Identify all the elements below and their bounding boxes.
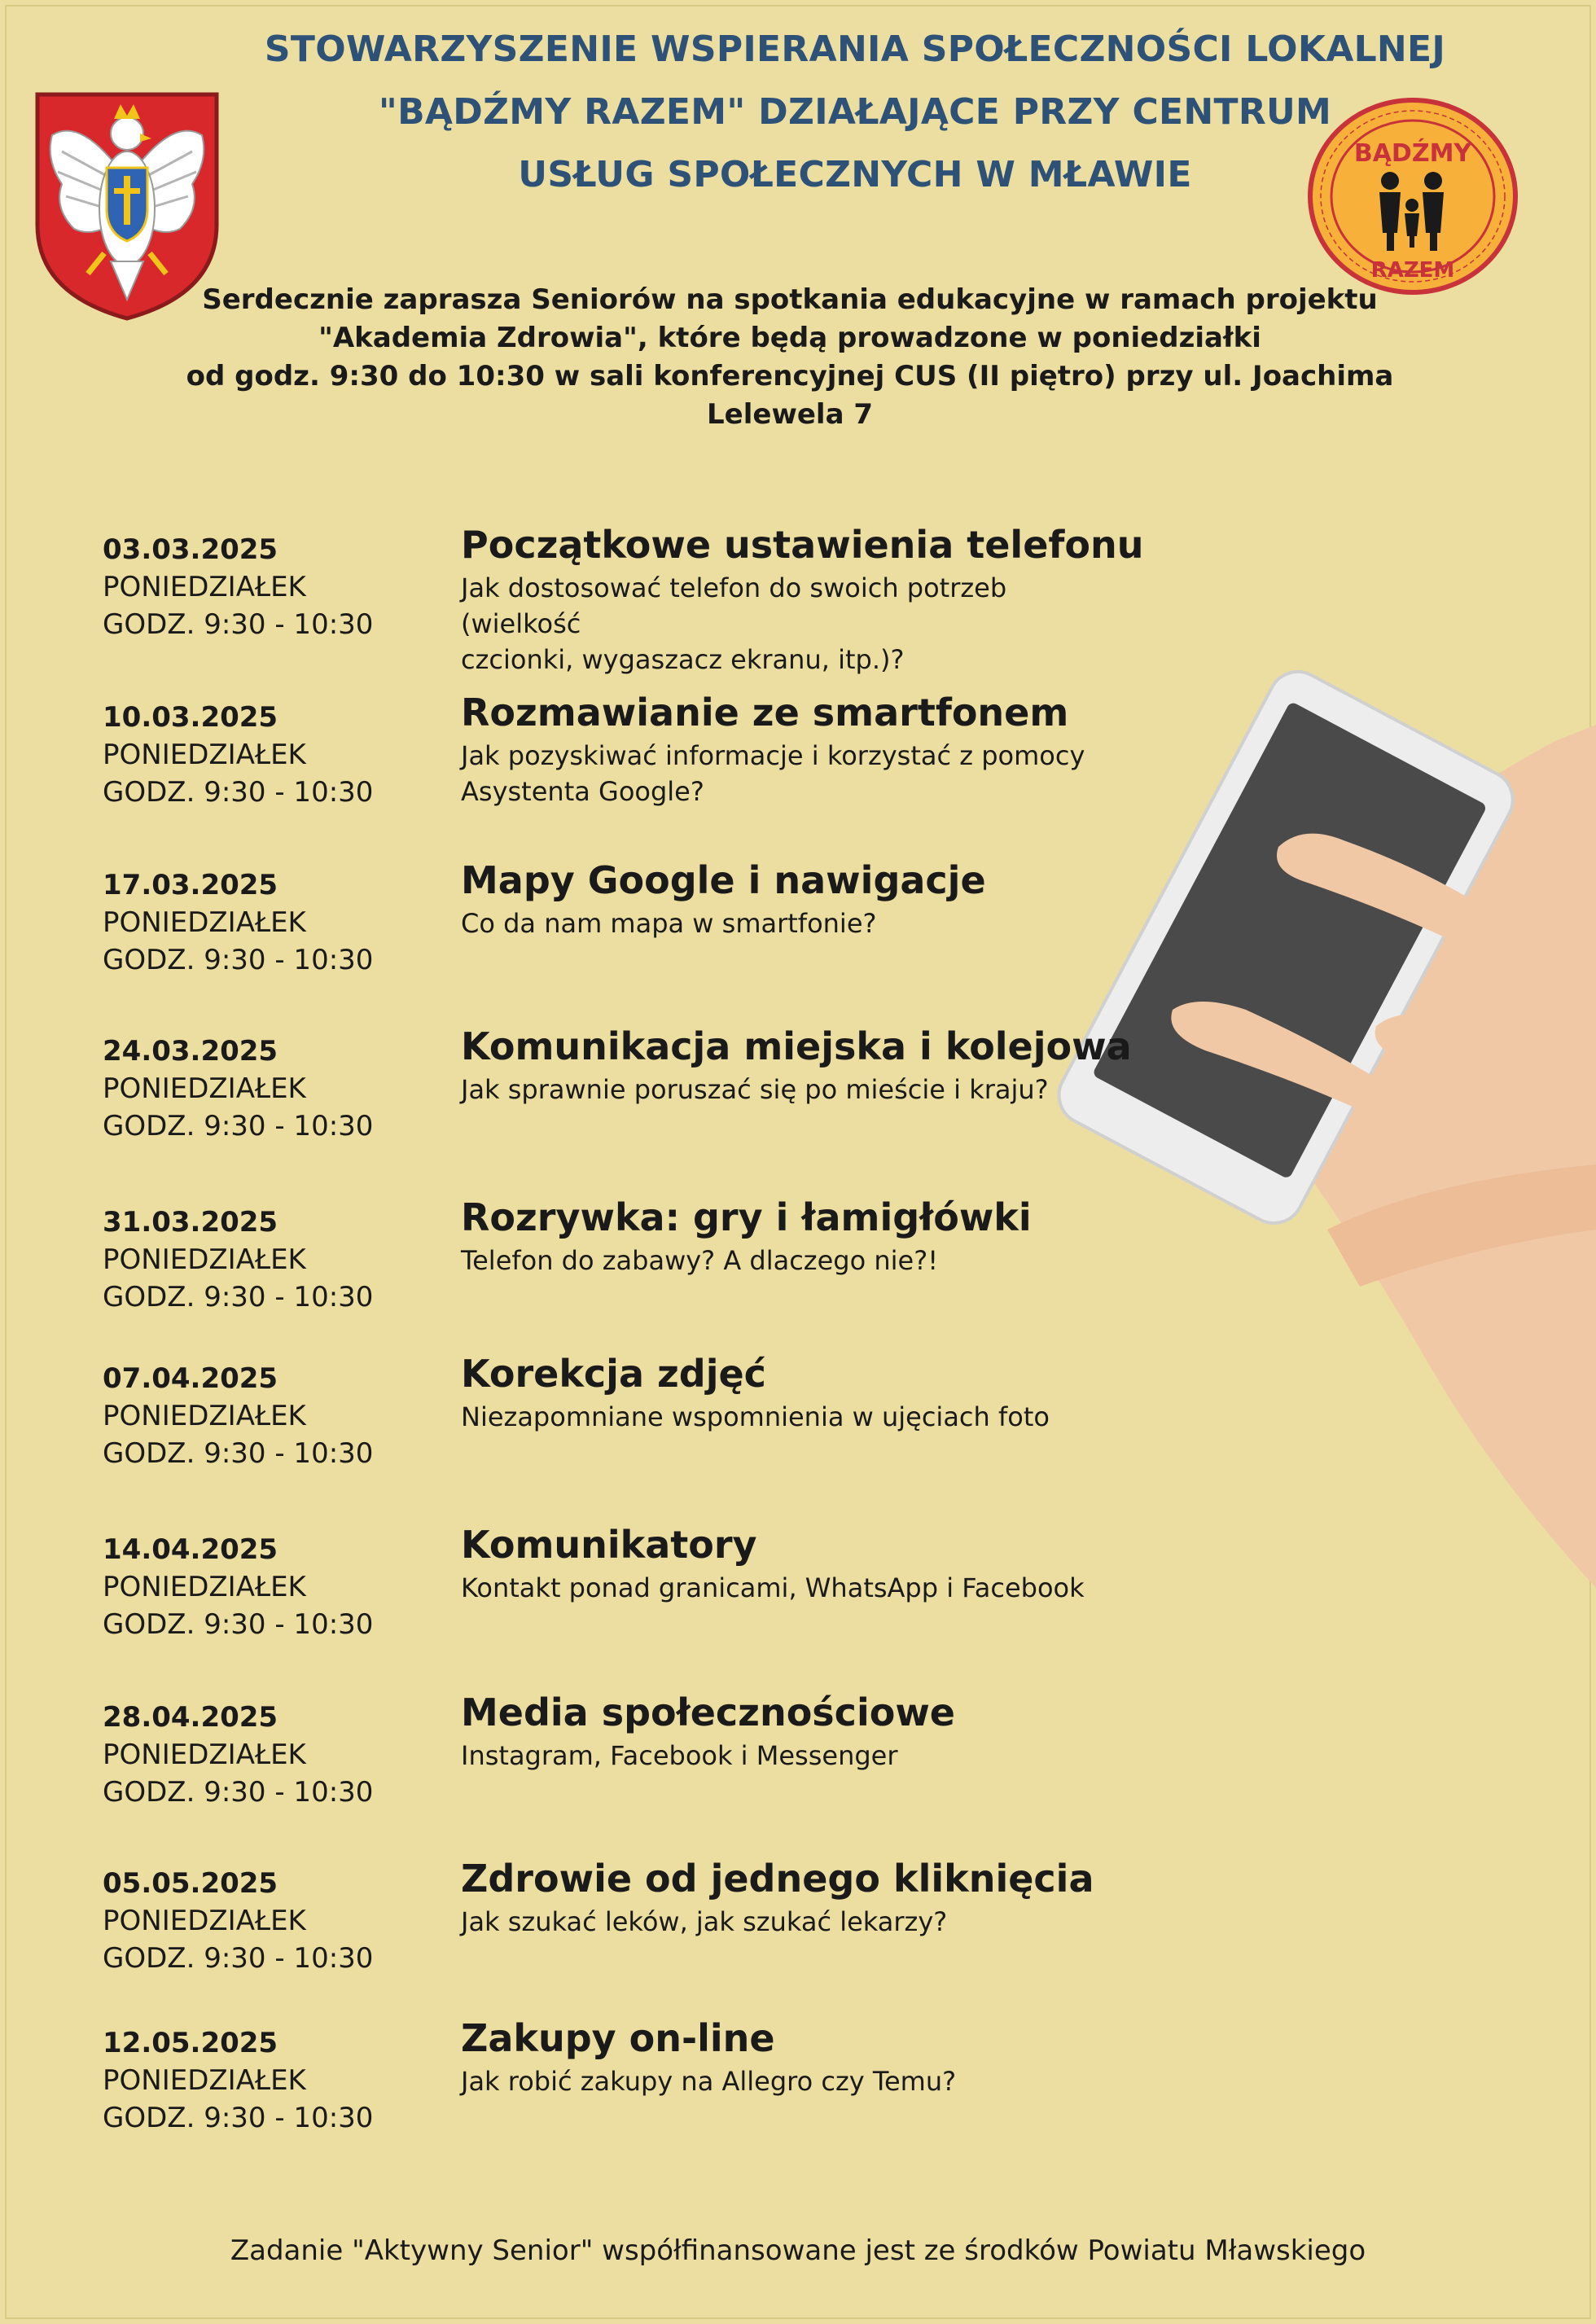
session-day: PONIEDZIAŁEK xyxy=(103,1571,306,1603)
session-description: Jak robić zakupy na Allegro czy Temu? xyxy=(461,2066,957,2097)
session-date: 17.03.2025 xyxy=(103,869,278,901)
session-day: PONIEDZIAŁEK xyxy=(103,1072,306,1105)
logo-text-bottom: RAZEM xyxy=(1370,258,1455,283)
invitation-line-2: "Akademia Zdrowia", które będą prowadzone w poniedziałki xyxy=(318,322,1261,354)
session-row xyxy=(0,691,1085,845)
session-day: PONIEDZIAŁEK xyxy=(103,1243,306,1276)
session-date-block xyxy=(103,866,445,979)
session-info xyxy=(461,1519,1112,1606)
session-date: 31.03.2025 xyxy=(103,1206,278,1239)
invitation-line-3: od godz. 9:30 do 10:30 w sali konferencyjnej CUS (II piętro) przy ul. Joachima Lelewela 7 xyxy=(186,360,1394,431)
session-date: 12.05.2025 xyxy=(103,2027,278,2059)
session-date-block xyxy=(103,1360,445,1472)
session-time: GODZ. 9:30 - 10:30 xyxy=(103,608,374,641)
session-description: Asystenta Google? xyxy=(461,776,704,807)
session-info xyxy=(461,2013,1112,2099)
session-description: Jak pozyskiwać informacje i korzystać z pomocy xyxy=(461,740,1085,771)
session-day: PONIEDZIAŁEK xyxy=(103,1905,306,1937)
session-description: Jak sprawnie poruszać się po mieście i kraju? xyxy=(461,1074,1049,1105)
session-date: 14.04.2025 xyxy=(103,1533,278,1566)
session-date-block xyxy=(103,1865,445,1977)
organization-title-line-2: "BĄDŹMY RAZEM" DZIAŁAJĄCE PRZY CENTRUM xyxy=(378,91,1332,133)
session-info xyxy=(461,687,1112,809)
session-title: Zakupy on-line xyxy=(461,2016,775,2060)
session-date-block xyxy=(103,2024,445,2137)
session-info xyxy=(461,1021,1132,1107)
session-time: GODZ. 9:30 - 10:30 xyxy=(103,1437,374,1470)
session-date: 05.05.2025 xyxy=(103,1867,278,1900)
association-logo-icon xyxy=(1306,96,1519,296)
organization-title-line-1: STOWARZYSZENIE WSPIERANIA SPOŁECZNOŚCI LOKALNEJ xyxy=(264,29,1446,70)
session-date-block xyxy=(103,1531,445,1643)
session-description: Telefon do zabawy? A dlaczego nie?! xyxy=(461,1245,939,1276)
session-info xyxy=(461,1687,1112,1774)
session-row xyxy=(0,1857,1094,2011)
session-row xyxy=(0,1690,1059,1845)
session-row xyxy=(0,523,1144,677)
organization-title xyxy=(244,18,1466,206)
session-time: GODZ. 9:30 - 10:30 xyxy=(103,1281,374,1313)
session-row xyxy=(0,1024,1132,1179)
session-date: 28.04.2025 xyxy=(103,1701,278,1734)
session-description: czcionki, wygaszacz ekranu, itp.)? xyxy=(461,644,905,675)
session-title: Komunikatory xyxy=(461,1523,757,1567)
session-date-block xyxy=(103,699,445,811)
session-day: PONIEDZIAŁEK xyxy=(103,1400,306,1432)
session-day: PONIEDZIAŁEK xyxy=(103,571,306,603)
session-date: 24.03.2025 xyxy=(103,1035,278,1068)
session-info xyxy=(461,855,1112,941)
session-description: Niezapomniane wspomnienia w ujęciach foto xyxy=(461,1401,1050,1432)
session-time: GODZ. 9:30 - 10:30 xyxy=(103,1608,374,1641)
session-date-block xyxy=(103,1033,445,1145)
session-title: Rozrywka: gry i łamigłówki xyxy=(461,1195,1032,1239)
session-title: Rozmawianie ze smartfonem xyxy=(461,691,1069,734)
session-description: Jak szukać leków, jak szukać lekarzy? xyxy=(461,1906,948,1937)
session-day: PONIEDZIAŁEK xyxy=(103,2064,306,2097)
session-title: Zdrowie od jednego kliknięcia xyxy=(461,1857,1094,1901)
session-row xyxy=(0,2016,1059,2171)
logo-text-top: BĄDŹMY xyxy=(1353,139,1472,168)
funding-note: Zadanie "Aktywny Senior" współfinansowane jest ze środków Powiatu Mławskiego xyxy=(230,2234,1366,2267)
session-time: GODZ. 9:30 - 10:30 xyxy=(103,776,374,809)
session-info xyxy=(461,1853,1112,1940)
session-time: GODZ. 9:30 - 10:30 xyxy=(103,1776,374,1809)
session-time: GODZ. 9:30 - 10:30 xyxy=(103,1110,374,1142)
session-row xyxy=(0,858,1059,1013)
session-description: Jak dostosować telefon do swoich potrzeb (wielkość xyxy=(461,572,1007,639)
session-info xyxy=(461,520,1144,677)
invitation-text xyxy=(163,281,1417,434)
session-row xyxy=(0,1523,1085,1677)
session-day: PONIEDZIAŁEK xyxy=(103,906,306,939)
session-description: Co da nam mapa w smartfonie? xyxy=(461,908,877,939)
session-title: Mapy Google i nawigacje xyxy=(461,858,986,902)
session-date: 10.03.2025 xyxy=(103,701,278,734)
session-date-block xyxy=(103,1204,445,1316)
session-title: Komunikacja miejska i kolejowa xyxy=(461,1024,1132,1068)
session-title: Korekcja zdjęć xyxy=(461,1352,766,1396)
invitation-line-1: Serdecznie zaprasza Seniorów na spotkania edukacyjne w ramach projektu xyxy=(202,283,1378,316)
session-info xyxy=(461,1348,1112,1435)
session-time: GODZ. 9:30 - 10:30 xyxy=(103,2102,374,2134)
session-date: 07.04.2025 xyxy=(103,1362,278,1395)
session-date-block xyxy=(103,1699,445,1811)
session-title: Początkowe ustawienia telefonu xyxy=(461,523,1144,567)
session-day: PONIEDZIAŁEK xyxy=(103,739,306,771)
session-date: 03.03.2025 xyxy=(103,533,278,566)
session-description: Kontakt ponad granicami, WhatsApp i Facebook xyxy=(461,1572,1085,1603)
phone-in-hand-illustration xyxy=(1034,643,1596,1588)
session-row xyxy=(0,1352,1059,1506)
session-time: GODZ. 9:30 - 10:30 xyxy=(103,944,374,976)
session-info xyxy=(461,1192,1112,1278)
session-day: PONIEDZIAŁEK xyxy=(103,1739,306,1771)
session-date-block xyxy=(103,531,445,643)
session-description: Instagram, Facebook i Messenger xyxy=(461,1740,898,1771)
session-time: GODZ. 9:30 - 10:30 xyxy=(103,1942,374,1975)
session-row xyxy=(0,1195,1059,1350)
session-title: Media społecznościowe xyxy=(461,1690,956,1734)
organization-title-line-3: USŁUG SPOŁECZNYCH W MŁAWIE xyxy=(518,154,1192,195)
